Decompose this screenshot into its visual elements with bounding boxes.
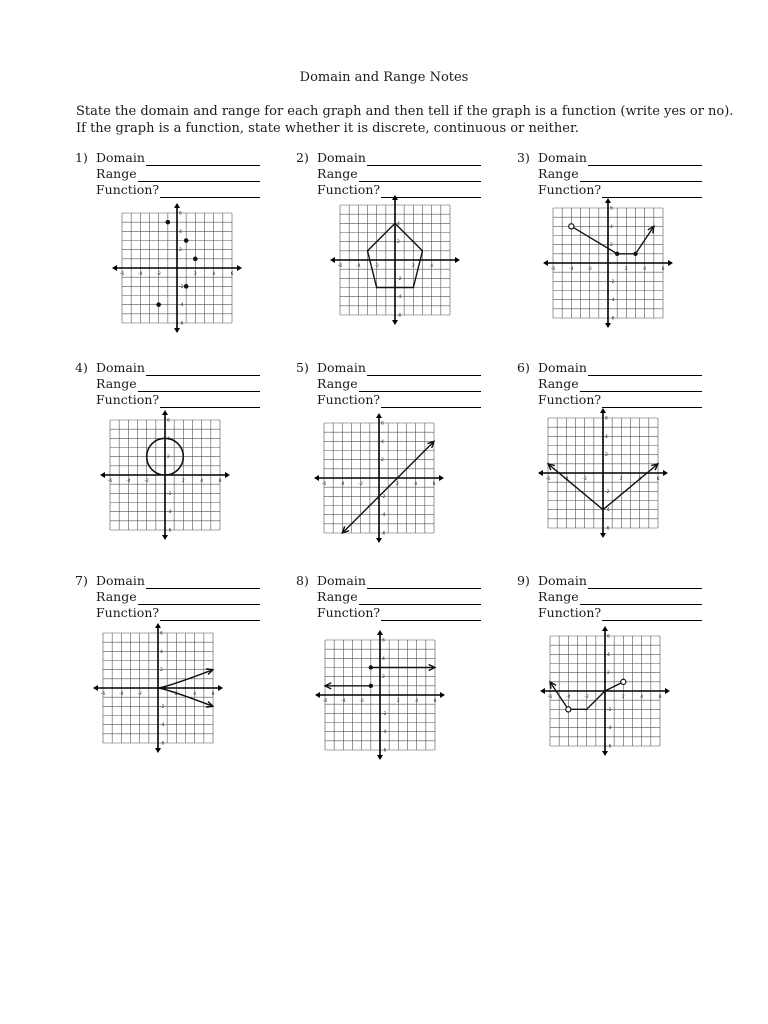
y-tick-label: -4 <box>605 508 610 514</box>
x-tick-label: -4 <box>126 479 131 484</box>
x-tick-label: -4 <box>569 267 574 272</box>
y-tick-label: 2 <box>381 458 384 464</box>
y-tick-label: -6 <box>382 748 387 754</box>
range-label: Range <box>538 376 579 391</box>
y-tick-label: -6 <box>167 528 172 534</box>
range-answer-line[interactable] <box>359 592 481 605</box>
graph-2 <box>337 205 450 319</box>
x-axis-arrow <box>237 265 242 271</box>
graph-9 <box>547 634 662 750</box>
x-tick-label: -2 <box>358 482 363 487</box>
y-tick-label: -6 <box>605 526 610 532</box>
graph-polyline <box>571 226 654 254</box>
x-axis-arrow <box>218 685 223 691</box>
function-label: Function? <box>96 392 160 407</box>
domain-answer-line[interactable] <box>146 153 260 166</box>
x-axis-arrow <box>668 260 673 266</box>
y-tick-label: 4 <box>160 649 163 655</box>
y-tick-label: -6 <box>179 321 184 327</box>
x-axis-arrow <box>543 260 548 266</box>
ray-endpoint <box>369 665 373 669</box>
closed-endpoint <box>615 252 619 256</box>
range-label: Range <box>538 166 579 181</box>
x-tick-label: 2 <box>624 267 628 272</box>
x-axis-arrow <box>314 475 319 481</box>
y-tick-label: -2 <box>382 711 387 717</box>
problem-number: 2) <box>296 150 309 165</box>
x-tick-label: 2 <box>619 477 623 482</box>
graph-8 <box>322 638 437 754</box>
x-axis-arrow <box>100 472 105 478</box>
y-tick-label: -4 <box>397 295 402 301</box>
open-endpoint <box>569 224 574 229</box>
x-tick-label: 2 <box>396 699 400 704</box>
graph-1 <box>119 211 234 327</box>
y-axis-arrow <box>600 408 606 413</box>
problem-3 <box>517 150 702 198</box>
x-axis-arrow <box>225 472 230 478</box>
x-axis-arrow <box>665 688 670 694</box>
y-tick-label: -4 <box>160 723 165 729</box>
x-tick-label: -4 <box>356 264 361 269</box>
graph-7 <box>100 631 215 747</box>
x-tick-label: -2 <box>374 264 379 269</box>
y-tick-label: 6 <box>167 418 170 424</box>
y-tick-label: 4 <box>382 656 385 662</box>
x-tick-label: 2 <box>395 482 399 487</box>
x-tick-label: -4 <box>564 477 569 482</box>
y-axis-arrow <box>162 410 168 415</box>
closed-endpoint <box>633 252 637 256</box>
y-axis-arrow <box>605 198 611 203</box>
x-axis-arrow <box>330 257 335 263</box>
y-tick-label: 6 <box>179 211 182 217</box>
range-answer-line[interactable] <box>138 592 260 605</box>
x-axis-arrow <box>439 475 444 481</box>
y-axis-arrow <box>377 755 383 760</box>
graph-6 <box>545 416 660 532</box>
x-tick-label: -2 <box>137 692 142 697</box>
domain-answer-line[interactable] <box>588 363 702 376</box>
data-point <box>193 257 198 262</box>
function-answer-line[interactable] <box>160 185 260 198</box>
y-tick-label: 4 <box>605 434 608 440</box>
function-answer-line[interactable] <box>602 608 702 621</box>
function-label: Function? <box>538 392 602 407</box>
graph-4 <box>107 418 222 534</box>
function-answer-line[interactable] <box>602 185 702 198</box>
problem-number: 6) <box>517 360 530 375</box>
y-tick-label: 4 <box>607 652 610 658</box>
x-axis-arrow <box>540 688 545 694</box>
x-tick-label: -2 <box>584 695 589 700</box>
domain-label: Domain <box>96 150 145 165</box>
y-tick-label: -2 <box>605 489 610 495</box>
problem-number: 9) <box>517 573 530 588</box>
x-axis-arrow <box>315 692 320 698</box>
function-answer-line[interactable] <box>381 185 481 198</box>
problem-number: 8) <box>296 573 309 588</box>
x-axis-arrow <box>112 265 117 271</box>
x-tick-label: -6 <box>322 699 328 704</box>
function-answer-line[interactable] <box>160 608 260 621</box>
x-tick-label: 2 <box>621 695 625 700</box>
range-answer-line[interactable] <box>138 169 260 182</box>
x-tick-label: 6 <box>230 272 234 277</box>
domain-label: Domain <box>96 573 145 588</box>
problem-7 <box>75 573 260 621</box>
y-tick-label: 4 <box>167 436 170 442</box>
x-tick-label: -6 <box>107 479 113 484</box>
x-tick-label: 4 <box>415 699 419 704</box>
domain-answer-line[interactable] <box>367 153 481 166</box>
y-tick-label: 4 <box>397 221 400 227</box>
domain-answer-line[interactable] <box>367 576 481 589</box>
y-tick-label: -6 <box>160 741 165 747</box>
function-label: Function? <box>317 605 381 620</box>
y-axis-arrow <box>155 748 161 753</box>
x-tick-label: 6 <box>211 692 215 697</box>
y-tick-label: 6 <box>160 631 163 637</box>
graph-3 <box>550 206 665 322</box>
y-tick-label: -6 <box>381 531 386 537</box>
y-axis-arrow <box>602 751 608 756</box>
y-tick-label: 4 <box>610 224 613 230</box>
y-tick-label: 2 <box>167 455 170 461</box>
y-tick-label: -4 <box>381 513 386 519</box>
problem-4 <box>75 360 260 408</box>
x-tick-label: 2 <box>181 479 185 484</box>
y-tick-label: -2 <box>381 494 386 500</box>
domain-label: Domain <box>538 360 587 375</box>
page-title: Domain and Range Notes <box>299 70 469 85</box>
problem-2 <box>296 150 481 198</box>
x-tick-label: -4 <box>119 692 124 697</box>
y-tick-label: 4 <box>179 229 182 235</box>
x-tick-label: 6 <box>432 482 436 487</box>
y-tick-label: 2 <box>605 453 608 459</box>
domain-answer-line[interactable] <box>588 153 702 166</box>
function-label: Function? <box>538 182 602 197</box>
data-point <box>184 284 189 289</box>
y-axis-arrow <box>376 538 382 543</box>
problem-number: 1) <box>75 150 88 165</box>
x-tick-label: 4 <box>200 479 204 484</box>
x-tick-label: -4 <box>138 272 143 277</box>
problem-number: 5) <box>296 360 309 375</box>
range-label: Range <box>96 589 137 604</box>
y-tick-label: 4 <box>381 439 384 445</box>
x-tick-label: 4 <box>638 477 642 482</box>
domain-label: Domain <box>538 150 587 165</box>
graph-5 <box>321 421 436 537</box>
y-tick-label: -2 <box>167 491 172 497</box>
problem-9 <box>517 573 702 621</box>
y-axis-arrow <box>376 413 382 418</box>
y-tick-label: 2 <box>607 671 610 677</box>
function-answer-line[interactable] <box>602 395 702 408</box>
y-tick-label: 6 <box>607 634 610 640</box>
range-label: Range <box>96 376 137 391</box>
problem-5 <box>296 360 481 408</box>
x-axis-arrow <box>455 257 460 263</box>
function-answer-line[interactable] <box>160 395 260 408</box>
x-tick-label: 4 <box>193 692 197 697</box>
x-axis-arrow <box>538 470 543 476</box>
x-tick-label: -2 <box>156 272 161 277</box>
open-endpoint <box>566 707 571 712</box>
problem-6 <box>517 360 702 408</box>
x-axis-arrow <box>93 685 98 691</box>
x-tick-label: 6 <box>433 699 437 704</box>
function-label: Function? <box>317 182 381 197</box>
x-axis-arrow <box>440 692 445 698</box>
x-tick-label: 2 <box>193 272 197 277</box>
domain-label: Domain <box>96 360 145 375</box>
y-tick-label: -6 <box>607 744 612 750</box>
y-tick-label: -4 <box>179 303 184 309</box>
y-tick-label: -4 <box>607 726 612 732</box>
ray-endpoint <box>369 684 373 688</box>
y-tick-label: 2 <box>382 675 385 681</box>
y-axis-arrow <box>155 623 161 628</box>
y-tick-label: 2 <box>610 243 613 249</box>
problem-1 <box>75 150 260 198</box>
problem-number: 4) <box>75 360 88 375</box>
function-label: Function? <box>96 182 160 197</box>
x-tick-label: -6 <box>321 482 327 487</box>
y-tick-label: -4 <box>382 730 387 736</box>
domain-label: Domain <box>538 573 587 588</box>
y-axis-arrow <box>162 535 168 540</box>
y-axis-arrow <box>377 630 383 635</box>
y-tick-label: -6 <box>610 316 615 322</box>
x-tick-label: -4 <box>566 695 571 700</box>
function-label: Function? <box>317 392 381 407</box>
y-tick-label: -2 <box>610 279 615 285</box>
y-tick-label: -6 <box>397 313 402 319</box>
y-tick-label: 6 <box>605 416 608 422</box>
y-axis-arrow <box>600 533 606 538</box>
domain-label: Domain <box>317 150 366 165</box>
domain-answer-line[interactable] <box>146 576 260 589</box>
x-tick-label: -6 <box>100 692 106 697</box>
problem-number: 3) <box>517 150 530 165</box>
function-label: Function? <box>538 605 602 620</box>
y-axis-arrow <box>392 320 398 325</box>
range-label: Range <box>317 376 358 391</box>
open-endpoint <box>621 679 626 684</box>
x-tick-label: 6 <box>661 267 665 272</box>
range-answer-line[interactable] <box>580 592 702 605</box>
domain-label: Domain <box>317 360 366 375</box>
x-tick-label: -4 <box>340 482 345 487</box>
x-tick-label: 2 <box>411 264 415 269</box>
data-point <box>166 220 171 225</box>
y-tick-label: 2 <box>160 668 163 674</box>
y-tick-label: -4 <box>167 510 172 516</box>
y-tick-label: 2 <box>397 240 400 246</box>
range-answer-line[interactable] <box>580 169 702 182</box>
range-answer-line[interactable] <box>359 169 481 182</box>
range-label: Range <box>317 166 358 181</box>
y-tick-label: -2 <box>179 284 184 290</box>
x-tick-label: 2 <box>174 692 178 697</box>
x-tick-label: 4 <box>643 267 647 272</box>
y-tick-label: 6 <box>381 421 384 427</box>
domain-label: Domain <box>317 573 366 588</box>
x-tick-label: 4 <box>414 482 418 487</box>
instructions-line-2: If the graph is a function, state whether it is discrete, continuous or neither. <box>76 121 579 136</box>
x-axis-arrow <box>663 470 668 476</box>
function-answer-line[interactable] <box>381 395 481 408</box>
range-answer-line[interactable] <box>359 379 481 392</box>
x-tick-label: -6 <box>550 267 556 272</box>
y-tick-label: 6 <box>610 206 613 212</box>
x-tick-label: -6 <box>547 695 553 700</box>
y-axis-arrow <box>605 323 611 328</box>
range-label: Range <box>317 589 358 604</box>
problem-number: 7) <box>75 573 88 588</box>
domain-answer-line[interactable] <box>146 363 260 376</box>
x-tick-label: 6 <box>656 477 660 482</box>
x-tick-label: -2 <box>582 477 587 482</box>
data-point <box>184 238 189 243</box>
x-tick-label: -6 <box>119 272 125 277</box>
x-tick-label: -2 <box>359 699 364 704</box>
y-tick-label: 6 <box>382 638 385 644</box>
range-answer-line[interactable] <box>138 379 260 392</box>
y-axis-arrow <box>602 626 608 631</box>
domain-answer-line[interactable] <box>367 363 481 376</box>
y-tick-label: -2 <box>160 704 165 710</box>
x-tick-label: 4 <box>430 264 434 269</box>
y-tick-label: -4 <box>610 298 615 304</box>
x-tick-label: -4 <box>341 699 346 704</box>
x-tick-label: -2 <box>144 479 149 484</box>
domain-answer-line[interactable] <box>588 576 702 589</box>
x-tick-label: 4 <box>640 695 644 700</box>
x-tick-label: 6 <box>658 695 662 700</box>
y-tick-label: -2 <box>607 707 612 713</box>
range-answer-line[interactable] <box>580 379 702 392</box>
x-tick-label: -6 <box>337 264 343 269</box>
y-axis-arrow <box>174 203 180 208</box>
y-tick-label: 2 <box>179 248 182 254</box>
y-tick-label: -2 <box>397 276 402 282</box>
x-tick-label: 4 <box>212 272 216 277</box>
x-tick-label: -2 <box>587 267 592 272</box>
y-axis-arrow <box>174 328 180 333</box>
instructions-line-1: State the domain and range for each graph and then tell if the graph is a function (write yes or no). <box>76 104 734 119</box>
data-point <box>156 302 161 307</box>
range-label: Range <box>538 589 579 604</box>
x-tick-label: 6 <box>218 479 222 484</box>
function-label: Function? <box>96 605 160 620</box>
function-answer-line[interactable] <box>381 608 481 621</box>
range-label: Range <box>96 166 137 181</box>
x-tick-label: -6 <box>545 477 551 482</box>
problem-8 <box>296 573 481 621</box>
